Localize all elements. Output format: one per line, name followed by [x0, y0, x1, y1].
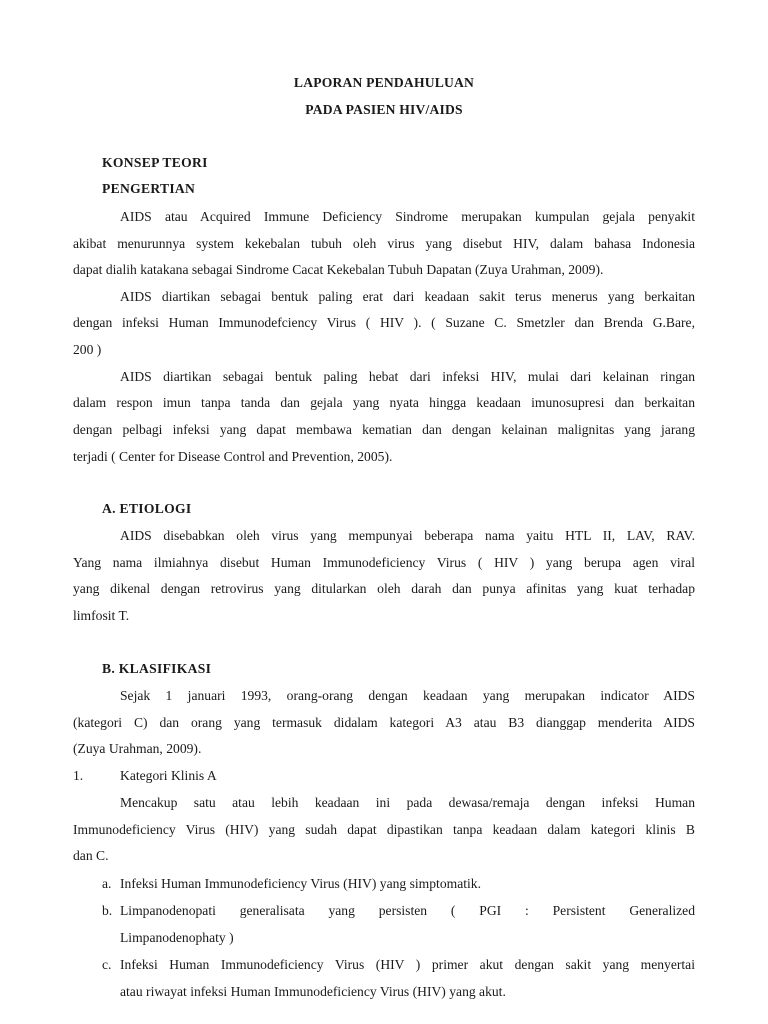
paragraph-line: Sejak 1 januari 1993, orang-orang dengan keadaan yang merupakan indicator AIDS [120, 688, 695, 703]
heading-konsep-teori: KONSEP TEORI [102, 155, 208, 170]
paragraph-line: terjadi ( Center for Disease Control and Prevention, 2005). [73, 449, 393, 464]
sublist-marker: b. [102, 903, 113, 918]
paragraph-line: dengan infeksi Human Immunodefciency Virus ( HIV ). ( Suzane C. Smetzler dan Brenda G.Bare, [73, 315, 695, 330]
paragraph-line: (kategori C) dan orang yang termasuk didalam kategori A3 atau B3 dianggap menderita AIDS [73, 715, 695, 730]
paragraph-line: Yang nama ilmiahnya disebut Human Immunodeficiency Virus ( HIV ) yang berupa agen viral [73, 555, 695, 570]
doc-title-line-1: LAPORAN PENDAHULUAN [293, 75, 475, 90]
sublist-marker: c. [102, 957, 112, 972]
sublist-item: Infeksi Human Immunodeficiency Virus (HIV) yang simptomatik. [120, 876, 481, 891]
paragraph-line: 200 ) [73, 342, 102, 357]
paragraph-line: Immunodeficiency Virus (HIV) yang sudah dapat dipastikan tanpa keadaan dalam kategori klinis B [73, 822, 695, 837]
paragraph-line: akibat menurunnya system kekebalan tubuh oleh virus yang disebut HIV, dalam bahasa Indonesia [73, 236, 695, 251]
paragraph-line: dengan pelbagi infeksi yang dapat membawa kematian dan dengan kelainan malignitas yang jarang [73, 422, 695, 437]
paragraph-line: limfosit T. [73, 608, 130, 623]
paragraph-line: dan C. [73, 848, 109, 863]
paragraph-line: AIDS diartikan sebagai bentuk paling hebat dari infeksi HIV, mulai dari kelainan ringan [120, 369, 695, 384]
paragraph-line: AIDS diartikan sebagai bentuk paling erat dari keadaan sakit terus menerus yang berkaitan [120, 289, 695, 304]
sublist-marker: a. [102, 876, 112, 891]
heading-etiologi: A. ETIOLOGI [102, 501, 192, 516]
heading-klasifikasi: B. KLASIFIKASI [102, 661, 212, 676]
paragraph-line: dapat dialih katakana sebagai Sindrome Cacat Kekebalan Tubuh Dapatan (Zuya Urahman, 2009). [73, 262, 604, 277]
paragraph-line: AIDS atau Acquired Immune Deficiency Sindrome merupakan kumpulan gejala penyakit [120, 209, 695, 224]
paragraph-line: dalam respon imun tanpa tanda dan gejala yang nyata hingga keadaan imunosupresi dan berkaitan [73, 395, 695, 410]
sublist-item: atau riwayat infeksi Human Immunodeficiency Virus (HIV) yang akut. [120, 984, 506, 999]
sublist-item: Limpanodenopati generalisata yang persisten ( PGI : Persistent Generalized [120, 903, 695, 918]
list-number: 1. [73, 768, 84, 783]
heading-pengertian: PENGERTIAN [102, 181, 196, 196]
list-item-label: Kategori Klinis A [120, 768, 217, 783]
doc-title-line-2: PADA PASIEN HIV/AIDS [305, 102, 463, 117]
sublist-item: Limpanodenophaty ) [120, 930, 234, 945]
paragraph-line: yang dikenal dengan retrovirus yang ditularkan oleh darah dan punya afinitas yang kuat terhadap [73, 581, 695, 596]
paragraph-line: AIDS disebabkan oleh virus yang mempunyai beberapa nama yaitu HTL II, LAV, RAV. [120, 528, 695, 543]
sublist-item: Infeksi Human Immunodeficiency Virus (HIV ) primer akut dengan sakit yang menyertai [120, 957, 695, 972]
paragraph-line: Mencakup satu atau lebih keadaan ini pada dewasa/remaja dengan infeksi Human [120, 795, 695, 810]
paragraph-line: (Zuya Urahman, 2009). [73, 741, 202, 756]
